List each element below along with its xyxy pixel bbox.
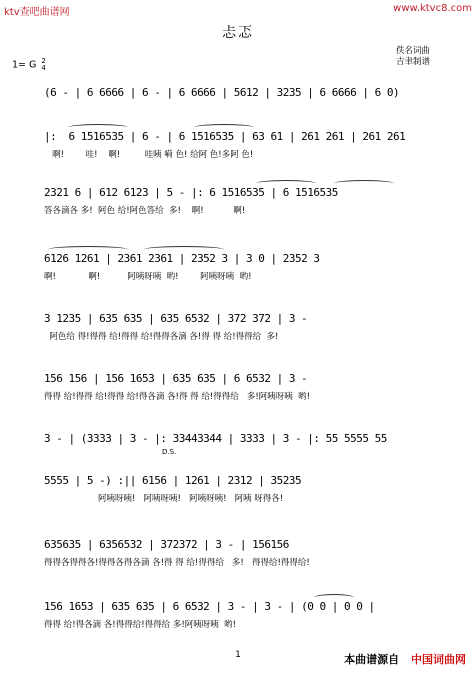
- row-lyrics: 答各滴各 多! 阿色 给!阿色答给 多! 啊! 啊!: [44, 206, 246, 216]
- score-row-4: [44, 252, 476, 292]
- credits: [396, 46, 430, 68]
- score-row-8: [44, 474, 476, 514]
- score-row-1: [44, 86, 476, 126]
- watermark-left: ktv查吧曲谱网: [4, 7, 70, 18]
- footer-source-site[interactable]: 中国词曲网: [411, 653, 466, 666]
- row-notes: 3 - | (3333 | 3 - |: 33443344 | 3333 | 3 - |: 55 5555 55: [44, 432, 387, 445]
- credit-arranger: 吉聿制谱: [396, 57, 431, 67]
- score-row-6: [44, 372, 476, 412]
- row-notes: 156 156 | 156 1653 | 635 635 | 6 6532 | 3 -: [44, 372, 308, 385]
- row-notes: 5555 | 5 -) :|| 6156 | 1261 | 2312 | 35235: [44, 474, 302, 487]
- row-notes: (6 - | 6 6666 | 6 - | 6 6666 | 5612 | 3235 | 6 6666 | 6 0): [44, 86, 400, 99]
- key-signature: [12, 58, 46, 72]
- row-lyrics: 阿色给 得!得得 给!得得 给!得得各滴 各!得 得 给!得得给 多!: [44, 332, 279, 342]
- song-title: 忐忑: [222, 25, 254, 41]
- row-lyrics: 得得各得得各!得得各得各滴 各!得 得 给!得得给 多! 得得给!得得给!: [44, 558, 310, 568]
- meter-bottom: 4: [41, 64, 46, 72]
- footer-source-label: 本曲谱源自: [344, 653, 400, 666]
- watermark-right: www.ktvc8.com: [393, 3, 472, 14]
- slur: [334, 180, 394, 187]
- time-signature: [41, 58, 45, 72]
- row-notes: 156 1653 | 635 635 | 6 6532 | 3 - | 3 - | (0 0 | 0 0 |: [44, 600, 375, 613]
- score-row-10: [44, 600, 476, 640]
- page-number: 1: [235, 650, 241, 660]
- score-row-3: [44, 186, 476, 226]
- ds-mark: D.S.: [162, 448, 177, 456]
- footer-source: [344, 651, 466, 667]
- score-row-7: [44, 432, 476, 472]
- row-notes: 635635 | 6356532 | 372372 | 3 - | 156156: [44, 538, 289, 551]
- row-lyrics: 啊! 啊! 阿咦呀咦 哟! 阿咦呀咦 哟!: [44, 272, 252, 282]
- credit-composer: 佚名词曲: [396, 46, 431, 56]
- row-notes: 2321 6 | 612 6123 | 5 - |: 6 1516535 | 6 1516535: [44, 186, 338, 199]
- row-lyrics: 得得 给!得各滴 各!得得给!得得给 多!阿咦呀咦 哟!: [44, 620, 237, 630]
- row-notes: |: 6 1516535 | 6 - | 6 1516535 | 63 61 | 261 261 | 261 261: [44, 130, 406, 143]
- key-label: 1= G: [12, 59, 37, 71]
- row-lyrics: 得得 给!得得 给!得得 给!得各滴 各!得 得 给!得得给 多!阿咦呀咦 哟!: [44, 392, 311, 402]
- row-lyrics: 啊! 哇! 啊! 哇咦 嗬 色! 给阿 色!多阿 色!: [44, 150, 254, 160]
- meter-top: 2: [41, 57, 46, 65]
- score-row-9: [44, 538, 476, 578]
- row-notes: 6126 1261 | 2361 2361 | 2352 3 | 3 0 | 2352 3: [44, 252, 320, 265]
- score-row-5: [44, 312, 476, 352]
- score-row-2: [44, 130, 476, 170]
- row-notes: 3 1235 | 635 635 | 635 6532 | 372 372 | 3 -: [44, 312, 308, 325]
- row-lyrics: 阿咦呀咦! 阿咦呀咦! 阿咦呀咦! 阿咦 呀得各!: [44, 494, 284, 504]
